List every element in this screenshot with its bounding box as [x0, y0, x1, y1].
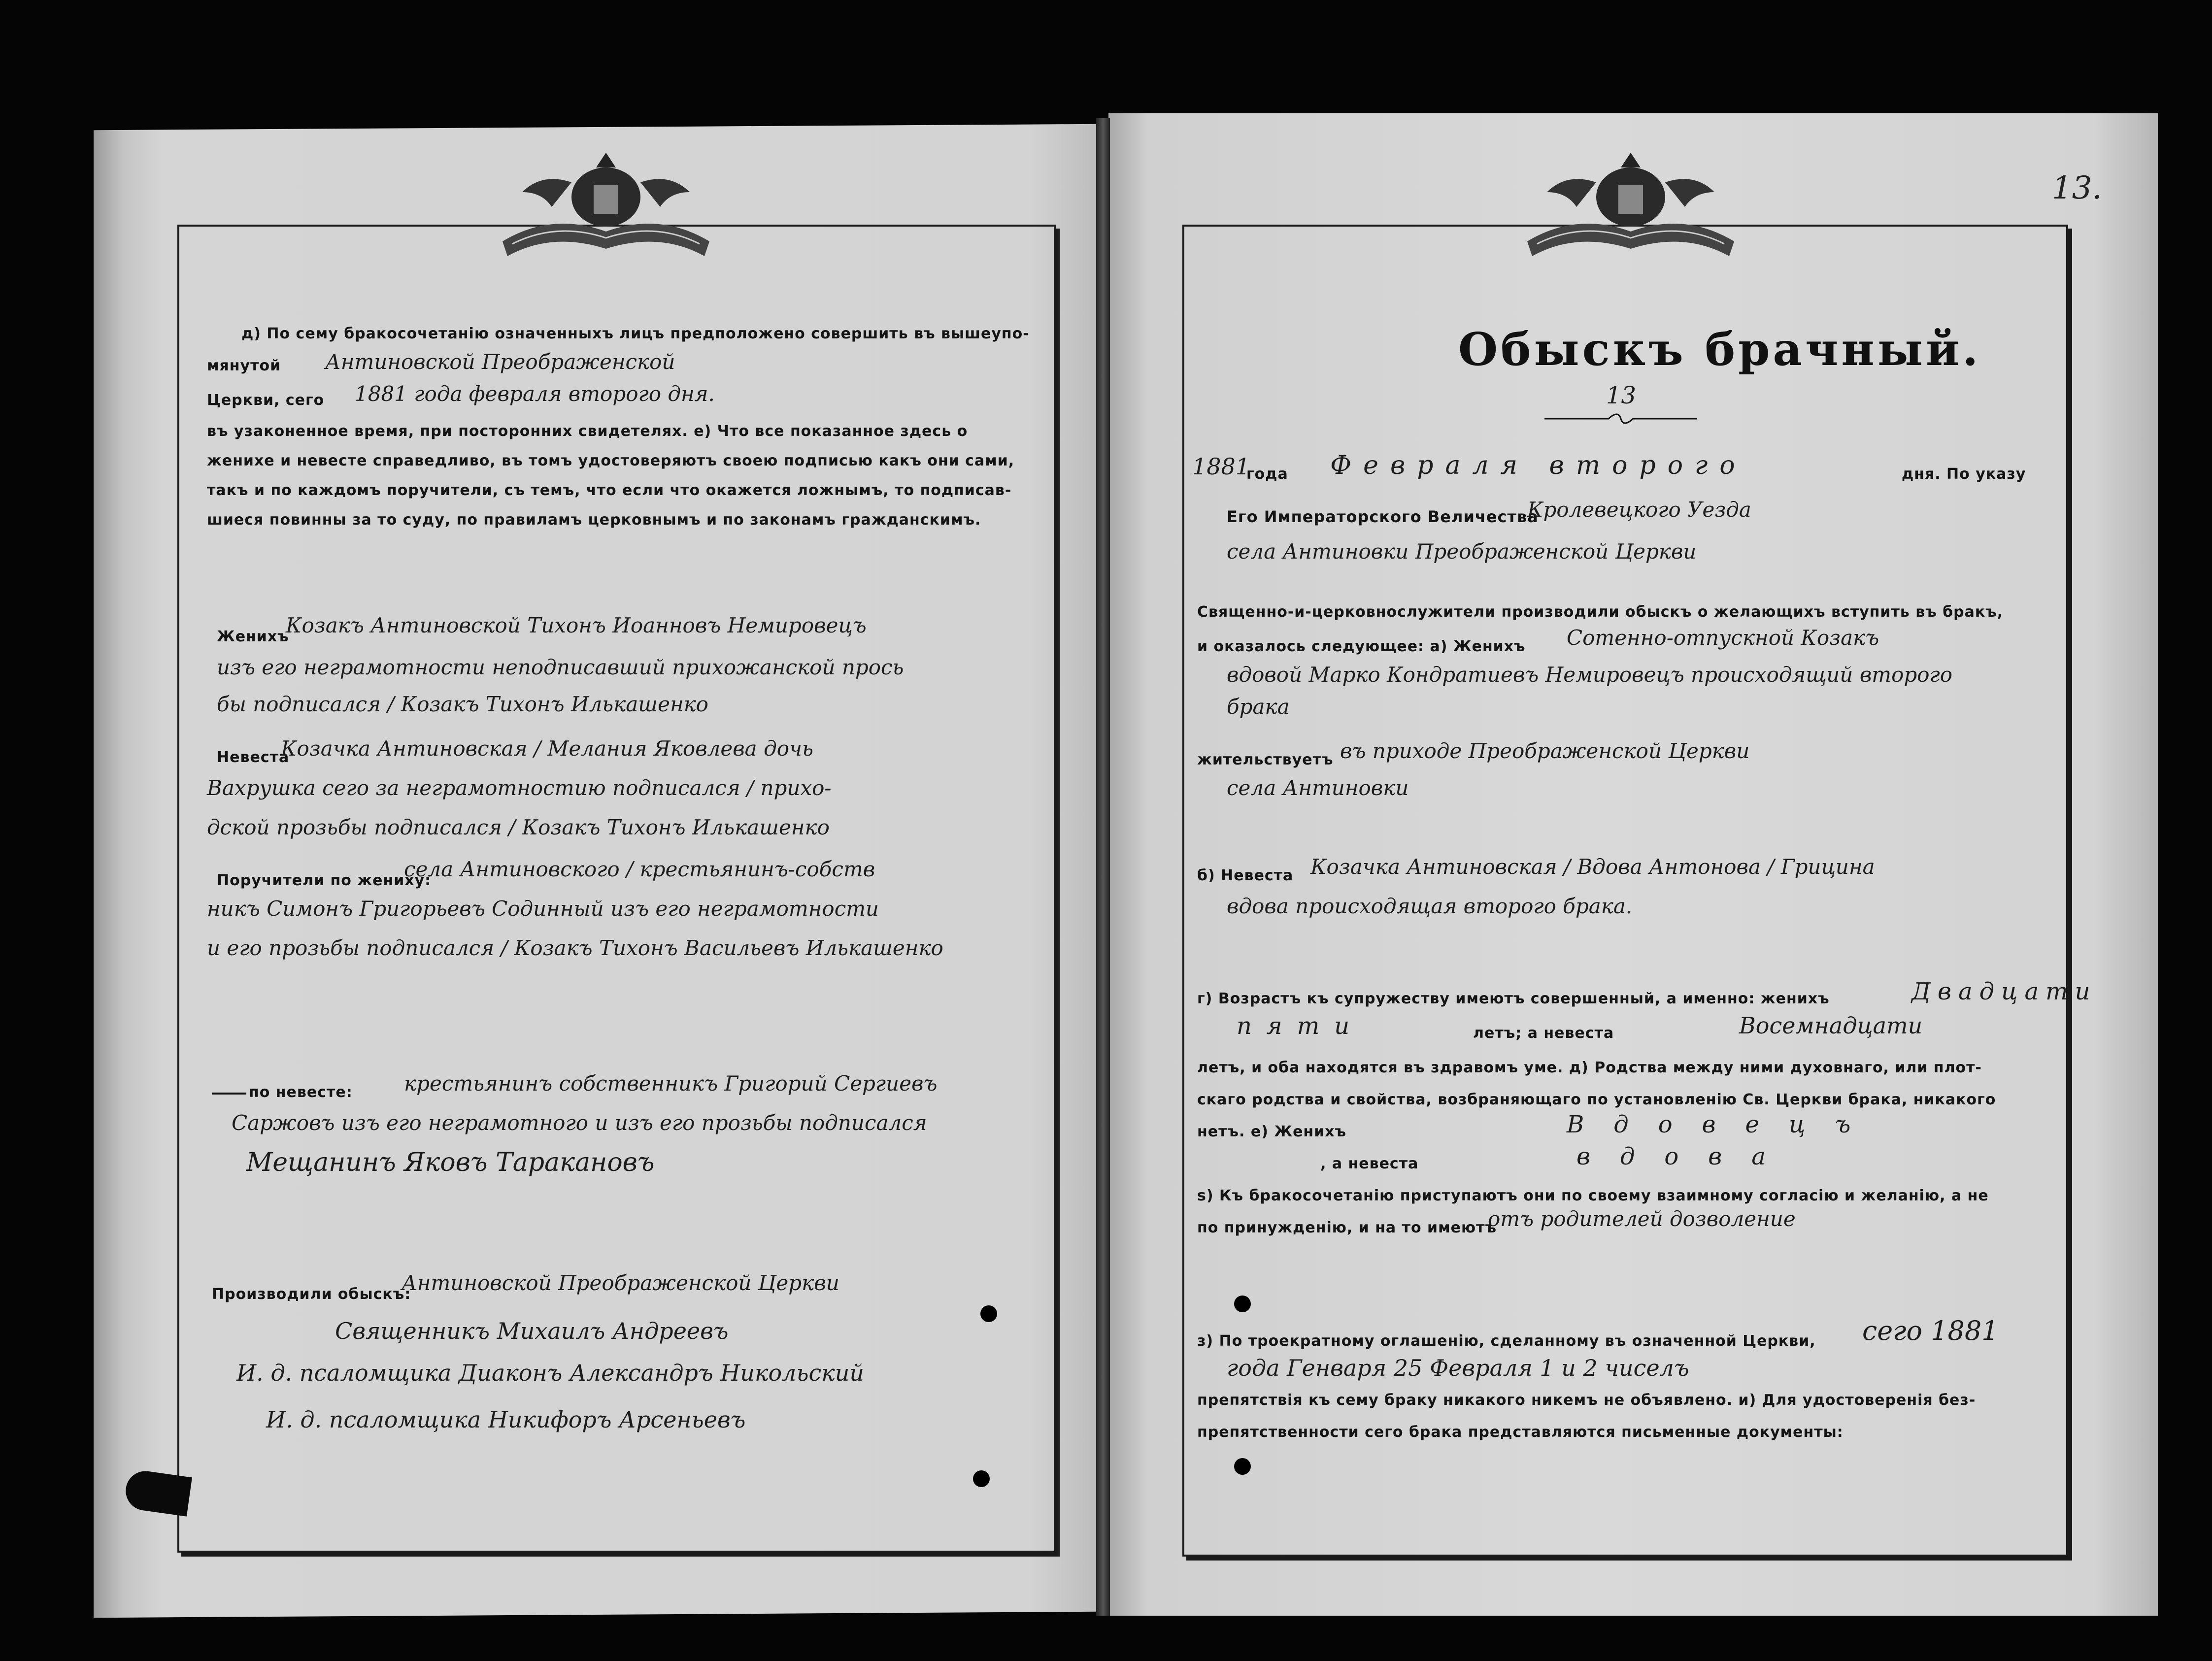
- right-label-impediment: препятствія къ сему браку никакого никемъ не объявлено. и) Для удостоверенія без-: [1197, 1392, 1976, 1409]
- left-hw-conducted-3: И. д. псаломщика Диаконъ Александръ Никольский: [236, 1360, 864, 1386]
- right-label-found: и оказалось следующее: а) Женихъ: [1197, 638, 1526, 655]
- right-label-years: летъ; а невеста: [1473, 1025, 1614, 1042]
- right-hw-bride-2: вдова происходящая второго брака.: [1227, 894, 1633, 918]
- left-hw-groom-1: Козакъ Антиновской Тихонъ Иоанновъ Немировецъ: [286, 613, 867, 637]
- right-label-day: дня. По указу: [1902, 465, 2026, 483]
- left-hw-surety-bride-1: крестьянинъ собственникъ Григорий Сергиевъ: [404, 1071, 938, 1096]
- title-flourish-icon: [1542, 409, 1700, 429]
- right-hw-groom-1: Сотенно-отпускной Козакъ: [1567, 626, 1879, 650]
- right-label-bride: б) Невеста: [1197, 867, 1294, 884]
- left-label-conducted: Производили обыскъ:: [212, 1286, 411, 1303]
- left-eagle-emblem-icon: [493, 143, 719, 276]
- right-binding-hole-2: [1234, 1458, 1251, 1475]
- left-hw-date: 1881 года февраля второго дня.: [355, 382, 715, 406]
- left-para-d-line-4: женихе и невесте справедливо, въ томъ удостоверяютъ своею подписью какъ они сами,: [207, 452, 1015, 469]
- book-spine: [1096, 118, 1110, 1616]
- left-dash: [212, 1093, 246, 1095]
- right-label-majesty: Его Императорского Величества: [1227, 507, 1539, 526]
- left-binding-hole-1: [980, 1305, 997, 1322]
- left-hw-bride-2: Вахрушка сего за неграмотностию подписался / прихо-: [207, 776, 832, 800]
- left-label-sureties-groom: Поручители по жениху:: [217, 872, 432, 889]
- left-label-church: Церкви, сего: [207, 392, 325, 409]
- left-hw-conducted-1: Антиновской Преображенской Церкви: [402, 1271, 839, 1295]
- right-hw-consistory: Кролевецкого Уезда: [1527, 498, 1751, 522]
- right-label-kin: скаго родства и свойства, возбраняющаго по установленію Св. Церкви брака, никакого: [1197, 1091, 1996, 1108]
- right-label-and-bride: , а невеста: [1320, 1155, 1419, 1172]
- left-hw-conducted-2: Священникъ Михаилъ Андреевъ: [335, 1318, 729, 1344]
- right-hw-groom-age: Двадцати: [1911, 978, 2097, 1005]
- right-eagle-emblem-icon: [1517, 143, 1744, 276]
- right-label-clergy: Священно-и-церковнослужители производили обыскъ о желающихъ вступить въ бракъ,: [1197, 603, 2004, 621]
- right-label-force: по принужденію, и на то имеютъ: [1197, 1219, 1497, 1236]
- right-hw-resides-1: въ приходе Преображенской Церкви: [1340, 739, 1750, 763]
- right-hw-record-number: 13: [1606, 382, 1637, 409]
- left-hw-surety-bride-3: Мещанинъ Яковъ Таракановъ: [246, 1148, 655, 1177]
- right-hw-groom-2: вдовой Марко Кондратиевъ Немировецъ происходящий второго: [1227, 663, 1953, 687]
- left-hw-surety-groom-3: и его прозьбы подписался / Козакъ Тихонъ Васильевъ Илькашенко: [207, 936, 943, 960]
- left-hw-conducted-4: И. д. псаломщика Никифоръ Арсеньевъ: [266, 1406, 746, 1433]
- document-title: Обыскъ брачный.: [1458, 323, 1981, 376]
- right-label-docs: препятственности сего брака представляются письменные документы:: [1197, 1424, 1843, 1441]
- right-label-resides: жительствуетъ: [1197, 751, 1334, 768]
- right-label-sound: летъ, и оба находятся въ здравомъ уме. д) Родства между ними духовнаго, или плот-: [1197, 1059, 1982, 1076]
- right-hw-resides-2: села Антиновки: [1227, 776, 1409, 800]
- right-hw-groom-status: Вдовецъ: [1567, 1111, 1880, 1138]
- left-hw-bride-1: Козачка Антиновская / Мелания Яковлева дочь: [281, 736, 813, 761]
- right-hw-bride-status: вдова: [1576, 1143, 1795, 1170]
- left-label-groom: Женихъ: [217, 628, 289, 645]
- right-label-banns: з) По троекратному оглашенію, сделанному въ означенной Церкви,: [1197, 1332, 1816, 1350]
- page-number: 13.: [2052, 170, 2102, 206]
- right-hw-groom-age-2: пяти: [1237, 1012, 1365, 1040]
- left-hw-surety-bride-2: Саржовъ изъ его неграмотного и изъ его прозьбы подписался: [232, 1111, 927, 1135]
- right-hw-consent: отъ родителей дозволение: [1488, 1207, 1796, 1231]
- left-binding-hole-2: [973, 1470, 990, 1487]
- left-para-d-line-6: шиеся повинны за то суду, по правиламъ церковнымъ и по законамъ гражданскимъ.: [207, 511, 981, 529]
- left-hw-church: Антиновской Преображенской: [325, 350, 675, 374]
- right-hw-year: 1881: [1192, 453, 1250, 480]
- left-label-bride: Невеста: [217, 749, 290, 766]
- right-hw-bride-age: Восемнадцати: [1739, 1012, 1923, 1039]
- right-hw-banns-1: сего 1881: [1862, 1315, 1999, 1346]
- right-binding-hole-1: [1234, 1296, 1251, 1312]
- right-label-year: года: [1246, 465, 1288, 483]
- left-para-d-line-5: такъ и по каждомъ поручители, съ темъ, что если что окажется ложнымъ, то подписав-: [207, 482, 1012, 499]
- right-hw-groom-3: брака: [1227, 695, 1290, 719]
- right-label-enter: ѕ) Къ бракосочетанію приступаютъ они по своему взаимному согласію и желанію, а не: [1197, 1187, 1989, 1204]
- left-para-d-line-2: мянутой: [207, 357, 281, 374]
- right-hw-month-day: Февраля второго: [1330, 451, 1747, 480]
- right-hw-banns-2: года Генваря 25 Февраля 1 и 2 чиселъ: [1227, 1355, 1689, 1381]
- right-hw-bride-1: Козачка Антиновская / Вдова Антонова / Грицина: [1310, 855, 1875, 879]
- left-para-d-line-3: въ узаконенное время, при посторонних свидетелях. е) Что все показанное здесь о: [207, 423, 968, 440]
- left-hw-groom-2: изъ его неграмотности неподписавший прихожанской прось: [217, 655, 904, 679]
- right-hw-village: села Антиновки Преображенской Церкви: [1227, 539, 1697, 564]
- right-label-age: г) Возрастъ къ супружеству имеютъ совершенный, а именно: женихъ: [1197, 990, 1830, 1007]
- left-para-d-line-1: д) По сему бракосочетанію означенныхъ лицъ предположено совершить въ вышеупо-: [241, 325, 1030, 342]
- left-hw-surety-groom-1: села Антиновского / крестьянинъ-собств: [404, 857, 875, 881]
- left-hw-surety-groom-2: никъ Симонъ Григорьевъ Содинный изъ его неграмотности: [207, 897, 879, 921]
- left-label-sureties-bride: по невесте:: [249, 1084, 353, 1101]
- left-hw-groom-3: бы подписался / Козакъ Тихонъ Илькашенко: [217, 692, 708, 716]
- left-hw-bride-3: дской прозьбы подписался / Козакъ Тихонъ Илькашенко: [207, 815, 830, 839]
- right-label-none: нетъ. е) Женихъ: [1197, 1123, 1347, 1140]
